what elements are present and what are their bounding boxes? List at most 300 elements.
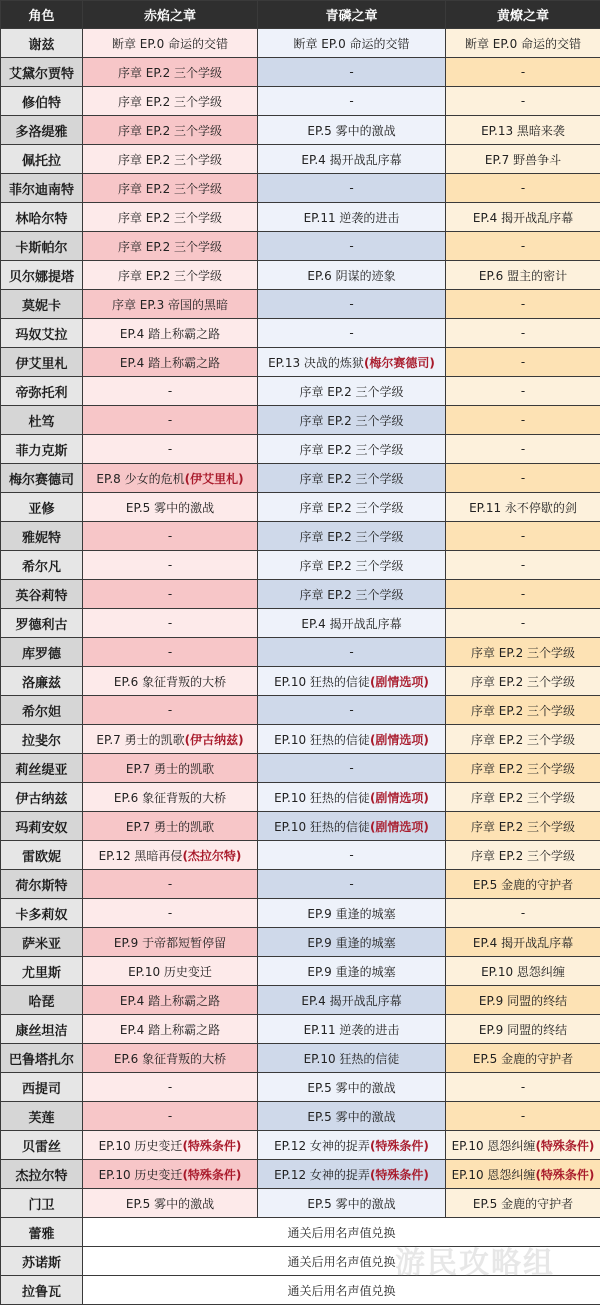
blue-chapter-cell — [258, 754, 446, 783]
chapter-text: EP.7 勇士的凯歌 — [125, 761, 215, 776]
chapter-text: - — [520, 297, 526, 311]
character-name: 哈琵 — [1, 986, 83, 1015]
chapter-text: - — [520, 239, 526, 253]
character-name: 门卫 — [1, 1189, 83, 1218]
character-name: 艾黛尔贾特 — [1, 58, 83, 87]
red-chapter-cell — [83, 377, 258, 406]
table-row — [1, 1218, 600, 1247]
condition-note: (特殊条件) — [182, 1167, 242, 1182]
chapter-text: EP.10 狂热的信徒 — [274, 732, 370, 747]
table-row — [1, 696, 600, 725]
blue-chapter-cell — [258, 493, 446, 522]
chapter-text: EP.10 狂热的信徒 — [303, 1051, 400, 1066]
chapter-text: EP.9 重逢的城塞 — [307, 906, 396, 921]
table-row — [1, 1015, 600, 1044]
chapter-text: 序章 EP.2 三个学级 — [470, 848, 576, 863]
yellow-chapter-cell — [446, 174, 600, 203]
red-chapter-cell — [83, 899, 258, 928]
red-chapter-cell — [83, 116, 258, 145]
blue-chapter-cell — [258, 203, 446, 232]
chapter-text: EP.6 盟主的密计 — [478, 268, 568, 283]
yellow-chapter-cell — [446, 348, 600, 377]
red-chapter-cell — [83, 406, 258, 435]
chapter-text: 序章 EP.2 三个学级 — [470, 645, 576, 660]
blue-chapter-cell — [258, 609, 446, 638]
chapter-text: - — [520, 65, 526, 79]
chapter-text: EP.10 历史变迁 — [128, 964, 212, 979]
character-name: 帝弥托利 — [1, 377, 83, 406]
table-row — [1, 667, 600, 696]
red-chapter-cell — [83, 1160, 258, 1189]
table-row — [1, 783, 600, 812]
chapter-text: EP.7 野兽争斗 — [484, 152, 562, 167]
character-name: 尤里斯 — [1, 957, 83, 986]
table-row — [1, 754, 600, 783]
blue-chapter-cell — [258, 348, 446, 377]
chapter-text: EP.5 金鹿的守护者 — [472, 877, 574, 892]
character-name: 希尔凡 — [1, 551, 83, 580]
yellow-chapter-cell — [446, 725, 600, 754]
chapter-text: - — [349, 877, 354, 891]
chapter-text: EP.9 同盟的终结 — [478, 993, 568, 1008]
table-row — [1, 899, 600, 928]
blue-chapter-cell — [258, 870, 446, 899]
character-name: 修伯特 — [1, 87, 83, 116]
condition-note: (伊艾里札) — [184, 471, 244, 486]
condition-note: (梅尔赛德司) — [363, 355, 435, 370]
blue-chapter-cell — [258, 1015, 446, 1044]
chapter-text: EP.10 狂热的信徒 — [274, 819, 370, 834]
chapter-text: EP.11 逆袭的进击 — [303, 1022, 400, 1037]
red-chapter-cell — [83, 203, 258, 232]
yellow-chapter-cell — [446, 1044, 600, 1073]
condition-note: (剧情选项) — [369, 790, 429, 805]
yellow-chapter-cell — [446, 580, 600, 609]
chapter-text: 序章 EP.2 三个学级 — [117, 239, 223, 254]
red-chapter-cell — [83, 696, 258, 725]
table-row — [1, 812, 600, 841]
yellow-chapter-cell — [446, 986, 600, 1015]
chapter-text: EP.11 永不停歇的剑 — [469, 500, 577, 515]
blue-chapter-cell — [258, 377, 446, 406]
blue-chapter-cell — [258, 1160, 446, 1189]
chapter-text: EP.11 逆袭的进击 — [303, 210, 400, 225]
chapter-text: - — [167, 906, 173, 920]
table-row — [1, 58, 600, 87]
blue-chapter-cell — [258, 319, 446, 348]
condition-note: (剧情选项) — [369, 674, 429, 689]
red-chapter-cell — [83, 319, 258, 348]
chapter-text: - — [167, 877, 173, 891]
blue-chapter-cell — [258, 957, 446, 986]
blue-chapter-cell — [258, 522, 446, 551]
blue-chapter-cell — [258, 928, 446, 957]
chapter-text: EP.4 踏上称霸之路 — [119, 326, 221, 341]
character-name: 荷尔斯特 — [1, 870, 83, 899]
blue-chapter-cell — [258, 261, 446, 290]
yellow-chapter-cell — [446, 377, 600, 406]
yellow-chapter-cell — [446, 261, 600, 290]
chapter-text: - — [520, 442, 526, 456]
red-chapter-cell — [83, 261, 258, 290]
character-name: 希尔妲 — [1, 696, 83, 725]
chapter-text: 序章 EP.2 三个学级 — [299, 413, 404, 428]
blue-chapter-cell — [258, 145, 446, 174]
chapter-text: EP.5 雾中的激战 — [125, 500, 215, 515]
chapter-text: EP.4 揭开战乱序幕 — [472, 935, 574, 950]
condition-note: (特殊条件) — [369, 1138, 429, 1153]
chapter-text: 序章 EP.2 三个学级 — [117, 94, 223, 109]
header-role: 角色 — [1, 1, 83, 29]
blue-chapter-cell — [258, 783, 446, 812]
chapter-text: - — [520, 587, 526, 601]
chapter-text: EP.9 重逢的城塞 — [307, 964, 396, 979]
table-row — [1, 870, 600, 899]
table-row — [1, 406, 600, 435]
character-name: 西提司 — [1, 1073, 83, 1102]
chapter-text: - — [520, 181, 526, 195]
character-name: 莉丝缇亚 — [1, 754, 83, 783]
table-row — [1, 377, 600, 406]
chapter-text: - — [167, 1109, 173, 1123]
chapter-text: - — [167, 703, 173, 717]
table-row — [1, 435, 600, 464]
yellow-chapter-cell — [446, 116, 600, 145]
blue-chapter-cell — [258, 986, 446, 1015]
chapter-text: - — [349, 94, 354, 108]
character-name: 杰拉尔特 — [1, 1160, 83, 1189]
yellow-chapter-cell — [446, 435, 600, 464]
chapter-text: - — [520, 616, 526, 630]
table-row — [1, 725, 600, 754]
blue-chapter-cell — [258, 899, 446, 928]
chapter-text: 序章 EP.2 三个学级 — [117, 123, 223, 138]
blue-chapter-cell — [258, 232, 446, 261]
chapter-text: - — [167, 442, 173, 456]
chapter-text: EP.4 踏上称霸之路 — [119, 993, 221, 1008]
chapter-text: - — [520, 413, 526, 427]
table-row — [1, 203, 600, 232]
table-row — [1, 1102, 600, 1131]
chapter-text: 序章 EP.2 三个学级 — [299, 471, 404, 486]
table-row — [1, 174, 600, 203]
chapter-text: 序章 EP.2 三个学级 — [117, 268, 223, 283]
yellow-chapter-cell — [446, 1102, 600, 1131]
chapter-text: EP.4 踏上称霸之路 — [119, 355, 221, 370]
table-row — [1, 319, 600, 348]
chapter-text: EP.9 同盟的终结 — [478, 1022, 568, 1037]
red-chapter-cell — [83, 1102, 258, 1131]
chapter-text: - — [520, 355, 526, 369]
chapter-text: EP.9 于帝都短暂停留 — [113, 935, 227, 950]
red-chapter-cell — [83, 957, 258, 986]
blue-chapter-cell — [258, 58, 446, 87]
chapter-text: - — [520, 326, 526, 340]
chapter-text: 序章 EP.2 三个学级 — [299, 442, 404, 457]
yellow-chapter-cell — [446, 1189, 600, 1218]
red-chapter-cell — [83, 580, 258, 609]
table-row — [1, 609, 600, 638]
yellow-chapter-cell — [446, 406, 600, 435]
yellow-chapter-cell — [446, 1015, 600, 1044]
character-name: 梅尔赛德司 — [1, 464, 83, 493]
chapter-text: 序章 EP.2 三个学级 — [470, 761, 576, 776]
chapter-text: - — [520, 1109, 526, 1123]
chapter-text: - — [167, 645, 173, 659]
chapter-text: EP.10 狂热的信徒 — [274, 674, 370, 689]
character-name: 巴鲁塔扎尔 — [1, 1044, 83, 1073]
chapter-text: EP.12 女神的捉弄 — [274, 1167, 370, 1182]
table-row — [1, 29, 600, 58]
chapter-text: 序章 EP.2 三个学级 — [117, 181, 223, 196]
character-name: 莫妮卡 — [1, 290, 83, 319]
chapter-text: - — [520, 384, 526, 398]
table-row — [1, 638, 600, 667]
chapter-text: 序章 EP.2 三个学级 — [299, 587, 404, 602]
chapter-text: - — [520, 1080, 526, 1094]
chapter-text: 序章 EP.2 三个学级 — [117, 65, 223, 80]
red-chapter-cell — [83, 232, 258, 261]
chapter-text: EP.10 历史变迁 — [98, 1138, 183, 1153]
chapter-text: EP.6 象征背叛的大桥 — [113, 674, 227, 689]
yellow-chapter-cell — [446, 464, 600, 493]
chapter-text: EP.10 历史变迁 — [98, 1167, 183, 1182]
chapter-text: EP.5 雾中的激战 — [307, 123, 396, 138]
chapter-text: EP.10 恩怨纠缠 — [481, 964, 565, 979]
character-name: 佩托拉 — [1, 145, 83, 174]
table-row — [1, 986, 600, 1015]
character-name: 贝雷丝 — [1, 1131, 83, 1160]
yellow-chapter-cell — [446, 1073, 600, 1102]
character-name: 康丝坦洁 — [1, 1015, 83, 1044]
character-name: 苏诺斯 — [1, 1247, 83, 1276]
red-chapter-cell — [83, 1189, 258, 1218]
chapter-text: EP.6 象征背叛的大桥 — [113, 1051, 227, 1066]
red-chapter-cell — [83, 290, 258, 319]
chapter-text: - — [520, 558, 526, 572]
chapter-text: EP.5 雾中的激战 — [307, 1080, 396, 1095]
table-row — [1, 928, 600, 957]
blue-chapter-cell — [258, 1189, 446, 1218]
red-chapter-cell — [83, 609, 258, 638]
chapter-text: 序章 EP.2 三个学级 — [299, 529, 404, 544]
table-row — [1, 1073, 600, 1102]
chapter-text: EP.4 揭开战乱序幕 — [301, 993, 402, 1008]
chapter-text: EP.10 恩怨纠缠 — [451, 1167, 536, 1182]
chapter-text: EP.4 踏上称霸之路 — [119, 1022, 221, 1037]
character-name: 贝尔娜提塔 — [1, 261, 83, 290]
red-chapter-cell — [83, 464, 258, 493]
blue-chapter-cell — [258, 464, 446, 493]
chapter-text: 断章 EP.0 命运的交错 — [111, 36, 229, 51]
character-name: 杜笃 — [1, 406, 83, 435]
table-row — [1, 87, 600, 116]
chapter-text: EP.12 黑暗再侵 — [98, 848, 183, 863]
character-name: 雅妮特 — [1, 522, 83, 551]
chapter-text: - — [349, 703, 354, 717]
chapter-text: - — [349, 761, 354, 775]
chapter-text: EP.10 恩怨纠缠 — [451, 1138, 536, 1153]
yellow-chapter-cell — [446, 928, 600, 957]
yellow-chapter-cell — [446, 667, 600, 696]
chapter-text: - — [167, 587, 173, 601]
chapter-text: EP.5 雾中的激战 — [307, 1109, 396, 1124]
character-name: 伊古纳兹 — [1, 783, 83, 812]
red-chapter-cell — [83, 725, 258, 754]
chapter-text: - — [167, 384, 173, 398]
character-name: 拉鲁瓦 — [1, 1276, 83, 1305]
chapter-text: - — [520, 529, 526, 543]
character-name: 林哈尔特 — [1, 203, 83, 232]
chapter-text: 断章 EP.0 命运的交错 — [293, 36, 410, 51]
chapter-text: - — [349, 326, 354, 340]
character-name: 拉斐尔 — [1, 725, 83, 754]
yellow-chapter-cell — [446, 232, 600, 261]
character-name: 谢兹 — [1, 29, 83, 58]
character-name: 芙莲 — [1, 1102, 83, 1131]
chapter-text: EP.10 狂热的信徒 — [274, 790, 370, 805]
chapter-text: - — [520, 906, 526, 920]
yellow-chapter-cell — [446, 1131, 600, 1160]
character-name: 萨米亚 — [1, 928, 83, 957]
red-chapter-cell — [83, 986, 258, 1015]
chapter-text: - — [167, 413, 173, 427]
character-name: 多洛缇雅 — [1, 116, 83, 145]
blue-chapter-cell — [258, 1131, 446, 1160]
red-chapter-cell — [83, 522, 258, 551]
chapter-text: EP.5 雾中的激战 — [125, 1196, 215, 1211]
yellow-chapter-cell — [446, 696, 600, 725]
table-row — [1, 1044, 600, 1073]
condition-note: (杰拉尔特) — [182, 848, 242, 863]
table-row — [1, 493, 600, 522]
character-name: 雷欧妮 — [1, 841, 83, 870]
table-row — [1, 1131, 600, 1160]
table-row — [1, 1247, 600, 1276]
red-chapter-cell — [83, 29, 258, 58]
yellow-chapter-cell — [446, 203, 600, 232]
blue-chapter-cell — [258, 406, 446, 435]
table-row — [1, 348, 600, 377]
yellow-chapter-cell — [446, 58, 600, 87]
yellow-chapter-cell — [446, 319, 600, 348]
chapter-text: 序章 EP.2 三个学级 — [470, 674, 576, 689]
blue-chapter-cell — [258, 667, 446, 696]
blue-chapter-cell — [258, 638, 446, 667]
red-chapter-cell — [83, 841, 258, 870]
character-name: 英谷莉特 — [1, 580, 83, 609]
merged-note-cell: 通关后用名声值兑换 — [83, 1247, 600, 1276]
yellow-chapter-cell — [446, 522, 600, 551]
red-chapter-cell — [83, 174, 258, 203]
header-red-chapter: 赤焰之章 — [83, 1, 258, 29]
chapter-text: EP.7 勇士的凯歌 — [125, 819, 215, 834]
table-row — [1, 290, 600, 319]
table-row — [1, 580, 600, 609]
chapter-text: EP.13 黑暗来袭 — [481, 123, 565, 138]
red-chapter-cell — [83, 1044, 258, 1073]
chapter-text: - — [520, 471, 526, 485]
blue-chapter-cell — [258, 1073, 446, 1102]
character-name: 卡多莉奴 — [1, 899, 83, 928]
yellow-chapter-cell — [446, 841, 600, 870]
table-row — [1, 841, 600, 870]
chapter-text: 序章 EP.2 三个学级 — [299, 384, 404, 399]
table-row — [1, 957, 600, 986]
blue-chapter-cell — [258, 435, 446, 464]
character-name: 罗德利古 — [1, 609, 83, 638]
red-chapter-cell — [83, 1131, 258, 1160]
table-row — [1, 116, 600, 145]
chapter-text: EP.6 象征背叛的大桥 — [113, 790, 227, 805]
red-chapter-cell — [83, 783, 258, 812]
blue-chapter-cell — [258, 29, 446, 58]
blue-chapter-cell — [258, 290, 446, 319]
table-row — [1, 551, 600, 580]
red-chapter-cell — [83, 551, 258, 580]
character-name: 菲尔迪南特 — [1, 174, 83, 203]
character-name: 亚修 — [1, 493, 83, 522]
condition-note: (特殊条件) — [369, 1167, 429, 1182]
blue-chapter-cell — [258, 696, 446, 725]
red-chapter-cell — [83, 638, 258, 667]
chapter-text: 序章 EP.2 三个学级 — [299, 558, 404, 573]
red-chapter-cell — [83, 1015, 258, 1044]
yellow-chapter-cell — [446, 899, 600, 928]
chapter-text: 序章 EP.2 三个学级 — [470, 703, 576, 718]
red-chapter-cell — [83, 754, 258, 783]
header-blue-chapter: 青磷之章 — [258, 1, 446, 29]
blue-chapter-cell — [258, 116, 446, 145]
yellow-chapter-cell — [446, 29, 600, 58]
blue-chapter-cell — [258, 1102, 446, 1131]
chapter-text: 断章 EP.0 命运的交错 — [464, 36, 582, 51]
character-name: 洛廉兹 — [1, 667, 83, 696]
condition-note: (特殊条件) — [535, 1167, 595, 1182]
table-row — [1, 522, 600, 551]
chapter-text: EP.6 阴谋的迹象 — [307, 268, 396, 283]
header-row — [1, 1, 600, 29]
chapter-text: - — [167, 616, 173, 630]
chapter-text: EP.5 金鹿的守护者 — [472, 1196, 574, 1211]
blue-chapter-cell — [258, 841, 446, 870]
chapter-text: EP.7 勇士的凯歌 — [96, 732, 185, 747]
chapter-text: - — [349, 848, 354, 862]
red-chapter-cell — [83, 1073, 258, 1102]
chapter-text: - — [167, 558, 173, 572]
yellow-chapter-cell — [446, 290, 600, 319]
chapter-text: 序章 EP.2 三个学级 — [299, 500, 404, 515]
blue-chapter-cell — [258, 1044, 446, 1073]
red-chapter-cell — [83, 812, 258, 841]
red-chapter-cell — [83, 58, 258, 87]
chapter-text: EP.5 雾中的激战 — [307, 1196, 396, 1211]
character-name: 库罗德 — [1, 638, 83, 667]
chapter-text: - — [349, 645, 354, 659]
condition-note: (伊古纳兹) — [184, 732, 244, 747]
red-chapter-cell — [83, 493, 258, 522]
table-row — [1, 232, 600, 261]
condition-note: (特殊条件) — [535, 1138, 595, 1153]
red-chapter-cell — [83, 348, 258, 377]
chapter-text: 序章 EP.2 三个学级 — [470, 732, 576, 747]
character-name: 卡斯帕尔 — [1, 232, 83, 261]
condition-note: (剧情选项) — [369, 819, 429, 834]
yellow-chapter-cell — [446, 145, 600, 174]
chapter-text: EP.4 揭开战乱序幕 — [472, 210, 574, 225]
chapter-text: EP.8 少女的危机 — [96, 471, 185, 486]
chapter-text: - — [349, 181, 354, 195]
